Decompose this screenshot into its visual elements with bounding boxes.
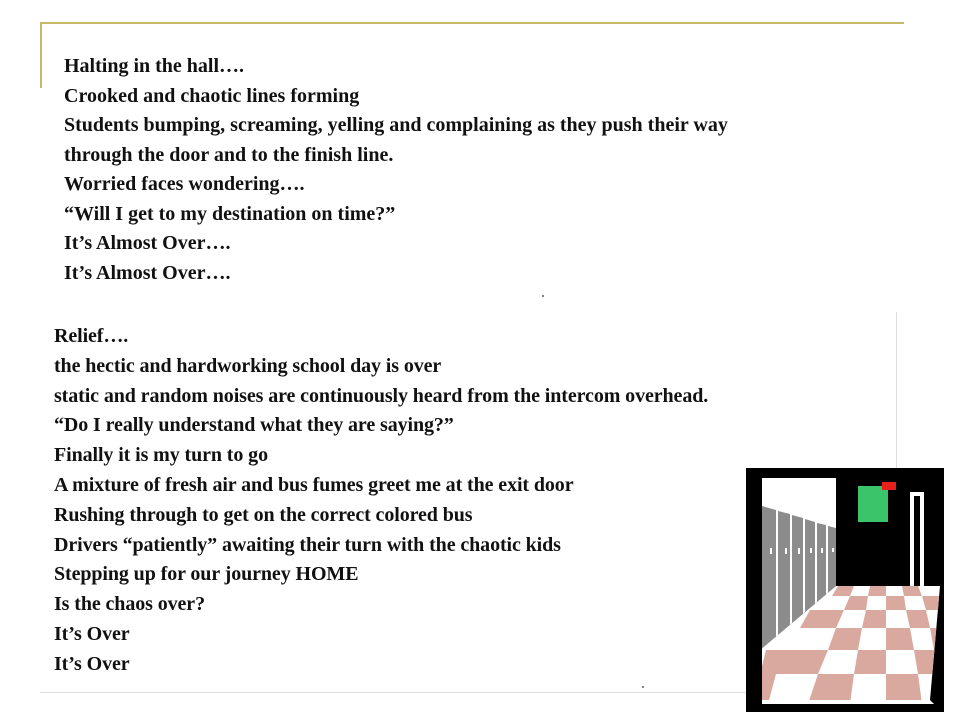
scan-speck <box>542 295 544 297</box>
poem-line: “Will I get to my destination on time?” <box>64 202 396 225</box>
poem-line: A mixture of fresh air and bus fumes greet me at the exit door <box>54 473 574 496</box>
poem-line: Is the chaos over? <box>54 593 205 616</box>
poem-line: static and random noises are continuously heard from the intercom overhead. <box>54 384 709 407</box>
poem-line: Stepping up for our journey HOME <box>54 563 359 586</box>
poem-line: “Do I really understand what they are saying?” <box>54 414 454 437</box>
school-hallway-lockers-icon <box>746 468 944 712</box>
poem-line: the hectic and hardworking school day is over <box>54 354 442 377</box>
poem-line: Finally it is my turn to go <box>54 444 268 467</box>
poem-line: It’s Over <box>54 652 130 675</box>
poem-line: Drivers “patiently” awaiting their turn with the chaotic kids <box>54 533 561 556</box>
poem-line: Halting in the hall…. <box>64 55 245 77</box>
exit-sign-icon <box>858 486 888 522</box>
poem-line: Crooked and chaotic lines forming <box>64 84 360 107</box>
slide-accent-left-rule <box>40 22 42 88</box>
poem-line: It’s Almost Over…. <box>64 232 231 254</box>
poem-line: It’s Almost Over…. <box>64 261 231 284</box>
scan-speck <box>642 686 644 688</box>
poem-line: Worried faces wondering…. <box>64 173 305 195</box>
poem-line: through the door and to the finish line. <box>64 143 394 166</box>
slide-accent-top-rule <box>40 22 904 24</box>
poem-line: Relief…. <box>54 325 129 347</box>
poem-stanza-1 <box>64 52 924 288</box>
poem-line: Rushing through to get on the correct colored bus <box>54 503 473 526</box>
poem-line: Students bumping, screaming, yelling and complaining as they push their way <box>64 114 728 136</box>
poem-line: It’s Over <box>54 622 130 645</box>
